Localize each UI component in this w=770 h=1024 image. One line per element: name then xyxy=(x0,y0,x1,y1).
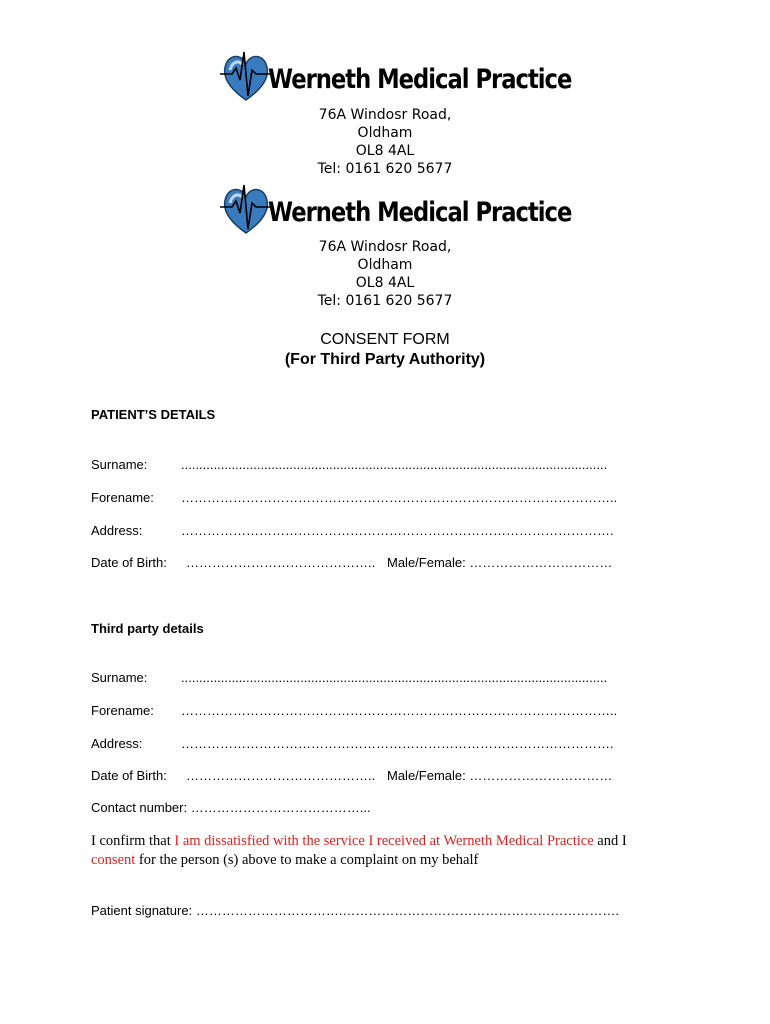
address-label: Address: xyxy=(91,523,143,538)
forename-label: Forename: xyxy=(91,490,154,505)
address-line-1: 76A Windosr Road, xyxy=(318,239,452,255)
patient-signature-field[interactable]: …………………………….………………………………………………………. xyxy=(195,903,620,918)
sex-label: Male/Female: xyxy=(387,555,466,570)
third-party-forename-field[interactable]: ……………………………………………………………………………………….. xyxy=(181,703,618,718)
address-line-2: Oldham xyxy=(357,125,413,141)
patient-address-row xyxy=(91,523,614,538)
practice-logo xyxy=(220,48,572,108)
patient-dob-field[interactable]: …………………………………….. xyxy=(186,555,376,570)
statement-part-3: and I xyxy=(593,833,627,849)
statement-part-1: I confirm that xyxy=(91,833,175,849)
practice-address xyxy=(0,238,770,310)
patient-dob-row xyxy=(91,555,613,570)
third-party-forename-row xyxy=(91,703,618,718)
contact-number-row xyxy=(91,800,371,815)
address-line-3: OL8 4AL xyxy=(355,275,415,291)
dob-label: Date of Birth: xyxy=(91,768,167,783)
dob-label: Date of Birth: xyxy=(91,555,167,570)
third-party-dob-field[interactable]: …………………………………….. xyxy=(186,768,376,783)
practice-phone: Tel: 0161 620 5677 xyxy=(317,161,453,177)
contact-number-field[interactable]: …………………………………... xyxy=(190,800,371,815)
patient-signature-row xyxy=(91,903,619,918)
sex-label: Male/Female: xyxy=(387,768,466,783)
address-line-3: OL8 4AL xyxy=(355,143,415,159)
forename-label: Forename: xyxy=(91,703,154,718)
patient-forename-row xyxy=(91,490,618,505)
address-line-2: Oldham xyxy=(357,257,413,273)
consent-statement xyxy=(91,832,671,870)
third-party-address-row xyxy=(91,736,614,751)
statement-consent-text: consent xyxy=(91,852,136,868)
form-subtitle: (For Third Party Authority) xyxy=(284,351,486,368)
practice-address xyxy=(0,106,770,178)
patient-signature-label: Patient signature: xyxy=(91,903,193,918)
surname-label: Surname: xyxy=(91,670,148,685)
patient-address-field[interactable]: ………………………………………………………………………………………. xyxy=(181,523,614,538)
third-party-address-field[interactable]: ………………………………………………………………………………………. xyxy=(181,736,614,751)
statement-dissatisfied-text: I am dissatisfied with the service I received at Werneth Medical Practice xyxy=(174,833,594,849)
practice-logo xyxy=(220,181,572,241)
third-party-surname-field[interactable]: ...................................................................................................................... xyxy=(181,670,608,685)
third-party-dob-row xyxy=(91,768,613,783)
patient-forename-field[interactable]: ……………………………………………………………………………………….. xyxy=(181,490,618,505)
third-party-details-heading: Third party details xyxy=(91,621,204,636)
heart-ecg-icon xyxy=(220,181,272,239)
statement-part-5: for the person (s) above to make a complaint on my behalf xyxy=(135,852,479,868)
heart-ecg-icon xyxy=(220,48,272,106)
practice-name: Werneth Medical Practice xyxy=(268,197,572,228)
patient-details-heading: PATIENT’S DETAILS xyxy=(91,407,216,422)
patient-surname-field[interactable]: ...................................................................................................................... xyxy=(181,457,608,472)
address-label: Address: xyxy=(91,736,143,751)
patient-sex-row xyxy=(387,555,612,570)
third-party-surname-row xyxy=(91,670,608,685)
surname-label: Surname: xyxy=(91,457,148,472)
contact-number-label: Contact number: xyxy=(91,800,188,815)
patient-sex-field[interactable]: …………………………… xyxy=(469,555,613,570)
form-title: CONSENT FORM xyxy=(320,331,450,348)
address-line-1: 76A Windosr Road, xyxy=(318,107,452,123)
third-party-sex-row xyxy=(387,768,612,783)
third-party-sex-field[interactable]: …………………………… xyxy=(469,768,613,783)
practice-phone: Tel: 0161 620 5677 xyxy=(317,293,453,309)
form-title-block xyxy=(0,330,770,370)
patient-surname-row xyxy=(91,457,608,472)
practice-name: Werneth Medical Practice xyxy=(268,64,572,95)
